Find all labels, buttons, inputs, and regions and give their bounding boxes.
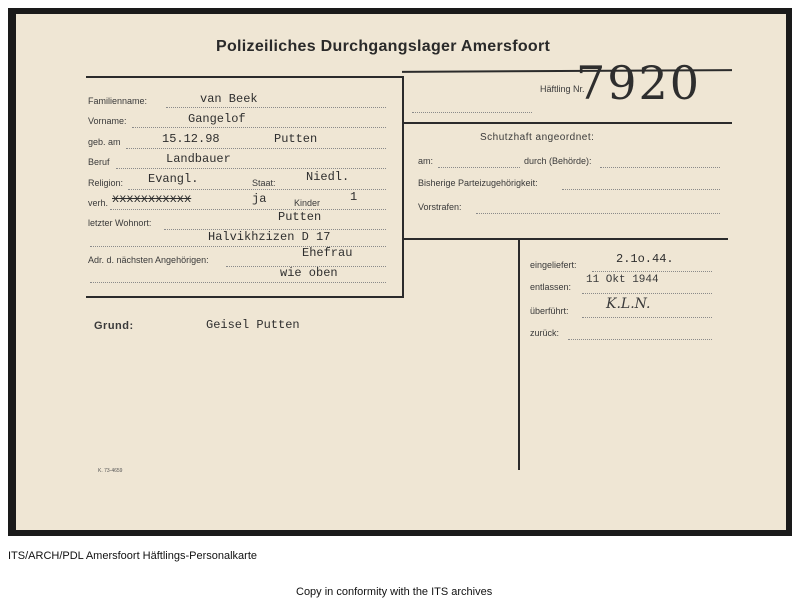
- staat-value: Niedl.: [306, 170, 350, 184]
- beruf-dots: [116, 168, 386, 169]
- vorstrafen-dots: [476, 213, 720, 214]
- geb-dots: [126, 148, 386, 149]
- kinder-value: 1: [350, 190, 358, 204]
- beruf-value: Landbauer: [166, 152, 231, 166]
- adr-dots-2: [90, 282, 386, 283]
- entlassen-label: entlassen:: [530, 282, 572, 292]
- geb-date: 15.12.98: [162, 132, 220, 146]
- form-number: K. 73-4659: [98, 468, 123, 474]
- zurueck-dots: [568, 339, 712, 340]
- wohnort-street: Halvikhzizen D 17: [208, 230, 331, 244]
- wohnort-city: Putten: [278, 210, 322, 224]
- grund-value: Geisel Putten: [206, 318, 300, 332]
- prisoner-number-label: Häftling Nr.: [540, 84, 585, 94]
- religion-label: Religion:: [88, 178, 124, 188]
- entlassen-stamp: 11 Okt 1944: [586, 274, 659, 286]
- vorname-value: Gangelof: [188, 112, 246, 126]
- ueberfuehrt-value: K.L.N.: [606, 296, 651, 312]
- eingeliefert-label: eingeliefert:: [530, 260, 577, 270]
- vorname-label: Vorname:: [88, 116, 127, 126]
- entlassen-dots: [582, 293, 712, 294]
- left-box-top-line: [86, 76, 404, 78]
- adr-line-1: Ehefrau: [302, 246, 353, 260]
- conformity-caption: Copy in conformity with the ITS archives: [296, 586, 493, 598]
- source-caption: ITS/ARCH/PDL Amersfoort Häftlings-Personalkarte: [8, 550, 258, 562]
- schutzhaft-am-label: am:: [418, 156, 434, 166]
- eingeliefert-value: 2.1o.44.: [616, 252, 674, 266]
- geb-label: geb. am: [88, 137, 121, 147]
- kinder-label: Kinder: [294, 198, 321, 208]
- prisoner-number-dots: [412, 112, 532, 113]
- familienname-label: Familienname:: [88, 96, 148, 106]
- partei-label: Bisherige Parteizugehörigkeit:: [418, 178, 538, 188]
- schutzhaft-durch-dots: [600, 167, 720, 168]
- beruf-label: Beruf: [88, 157, 110, 167]
- schutzhaft-bottom-line: [404, 238, 728, 240]
- schutzhaft-durch-label: durch (Behörde):: [524, 156, 592, 166]
- number-box-bottom-line: [402, 122, 732, 124]
- verh-dots: [110, 209, 386, 210]
- staat-label: Staat:: [252, 178, 276, 188]
- verh-value: ja: [252, 192, 267, 206]
- personnel-card: [16, 14, 786, 530]
- left-box-right-line: [402, 76, 404, 298]
- adr-line-2: wie oben: [280, 266, 338, 280]
- geb-place: Putten: [274, 132, 318, 146]
- partei-dots: [562, 189, 720, 190]
- card-title: Polizeiliches Durchgangslager Amersfoort: [216, 38, 551, 55]
- wohnort-label: letzter Wohnort:: [88, 218, 152, 228]
- adr-label: Adr. d. nächsten Angehörigen:: [88, 255, 209, 265]
- religion-value: Evangl.: [148, 172, 199, 186]
- verh-struck-text: xxxxxxxxxxx: [112, 192, 192, 206]
- ueberfuehrt-dots: [582, 317, 712, 318]
- vorstrafen-label: Vorstrafen:: [418, 202, 462, 212]
- left-box-bottom-line: [86, 296, 404, 298]
- vorname-dots: [132, 127, 386, 128]
- familienname-dots: [166, 107, 386, 108]
- grund-label: Grund:: [94, 320, 134, 332]
- prisoner-number: 7920: [576, 56, 702, 110]
- familienname-value: van Beek: [200, 92, 258, 106]
- eingeliefert-dots: [592, 271, 712, 272]
- zurueck-label: zurück:: [530, 328, 560, 338]
- schutzhaft-header: Schutzhaft angeordnet:: [480, 132, 595, 143]
- schutzhaft-am-dots: [438, 167, 520, 168]
- verh-label: verh.: [88, 198, 109, 208]
- movement-vertical-line: [518, 240, 520, 470]
- ueberfuehrt-label: überführt:: [530, 306, 569, 316]
- religion-dots: [128, 189, 386, 190]
